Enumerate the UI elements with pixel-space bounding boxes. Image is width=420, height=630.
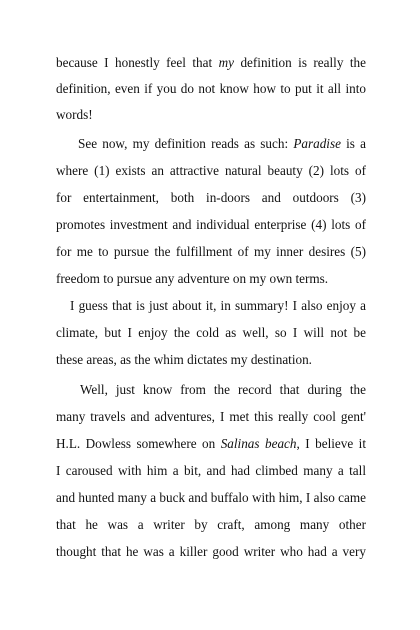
text-line-4 [78,136,366,152]
text-span: where (1) exists an attractive natural beauty (2) lots of [56,163,366,178]
text-span: promotes investment and individual enterprise (4) lots of [56,217,366,232]
text-line-7 [56,217,366,233]
text-span: Well, just know from the record that during the [80,382,366,397]
text-span: I guess that is just about it, in summary! I also enjoy a [70,298,366,313]
text-span: definition, even if you do not know how to put it all into [56,81,366,96]
text-line-13 [80,382,366,398]
text-line-15 [56,436,366,452]
text-line-2 [56,81,366,97]
text-line-12 [56,352,366,368]
text-line-8 [56,244,366,260]
text-span: H.L. Dowless somewhere on [56,436,221,451]
text-line-5 [56,163,366,179]
text-line-18 [56,517,366,533]
text-line-11 [56,325,366,341]
italic-word-paradise: Paradise [293,136,341,151]
text-line-6 [56,190,366,206]
text-span: for entertainment, both in-doors and outdoors (3) [56,190,366,205]
text-line-1 [56,55,366,71]
text-span: and hunted many a buck and buffalo with him, I also came [56,490,366,505]
text-span: freedom to pursue any adventure on my own terms. [56,271,329,286]
text-span: See now, my definition reads as such: [78,136,294,151]
text-span: because I honestly feel that [56,55,219,70]
text-span: thought that he was a killer good writer who had a very [56,544,366,559]
text-span: definition is really the [240,55,366,70]
text-span: , I believe it [296,436,366,451]
text-line-3 [56,107,366,123]
text-span: words! [56,107,93,122]
text-span: is a [346,136,366,151]
text-line-17 [56,490,366,506]
text-line-9 [56,271,366,287]
italic-phrase-salinas-beach: Salinas beach [220,436,297,451]
text-span: many travels and adventures, I met this really cool gent' [56,409,366,424]
text-span: that he was a writer by craft, among many other [56,517,366,532]
text-span: I caroused with him a bit, and had climbed many a tall [56,463,366,478]
italic-word-my: my [218,55,234,70]
text-span: climate, but I enjoy the cold as well, so I will not be [56,325,366,340]
text-span: for me to pursue the fulfillment of my inner desires (5) [56,244,366,259]
text-line-19 [56,544,366,560]
text-line-14 [56,409,366,425]
text-line-16 [56,463,366,479]
text-line-10 [70,298,366,314]
text-span: these areas, as the whim dictates my destination. [56,352,312,367]
